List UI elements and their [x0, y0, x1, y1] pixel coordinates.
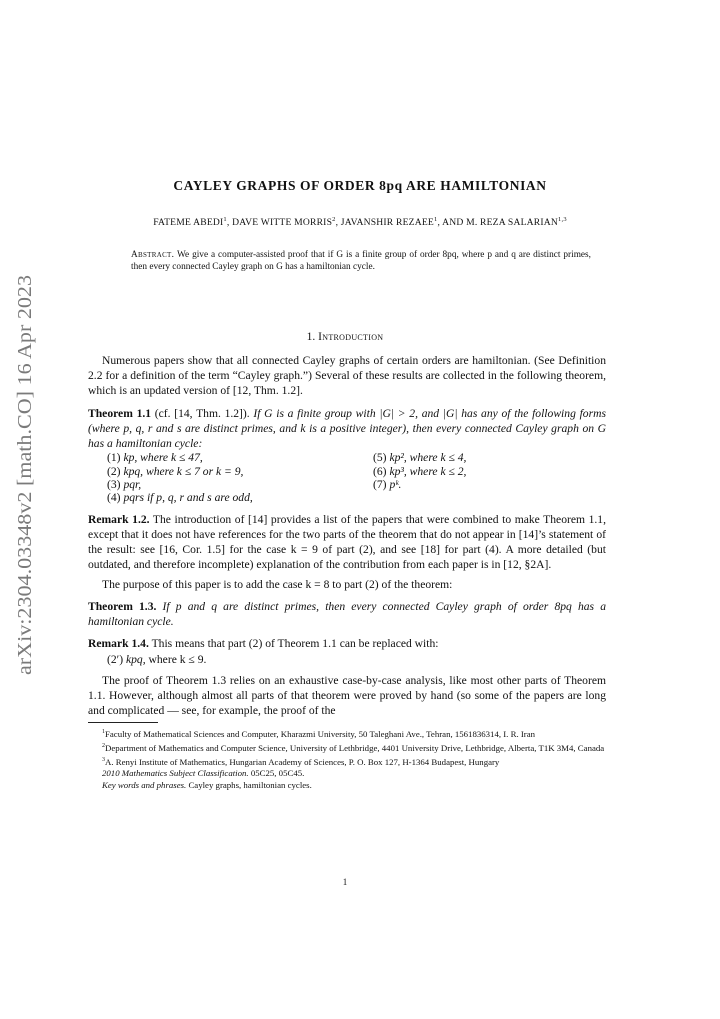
- theorem-cases: [107, 451, 607, 491]
- arxiv-stamp-text: arXiv:2304.03348v2 [math.CO] 16 Apr 2023: [14, 312, 36, 675]
- author-name: DAVE WITTE MORRIS: [232, 217, 333, 229]
- author-name: JAVANSHIR REZAEE: [340, 217, 434, 229]
- theorem-1-3: [88, 599, 606, 629]
- keywords: Key words and phrases. Cayley graphs, hamiltonian cycles.: [102, 780, 312, 791]
- list-item: (4) pqrs if p, q, r and s are odd,: [107, 491, 253, 505]
- list-item: (6) kp³, where k ≤ 2,: [373, 464, 467, 478]
- footnote: $^3$A. Renyi Institute of Mathematics, Hungarian Academy of Sciences, P. O. Box 127, H-1364 Budapest, Hungary: [102, 756, 500, 767]
- remark-label: Remark 1.2.: [88, 512, 150, 526]
- list-item: (3) pqr,: [107, 478, 142, 492]
- abstract-text: We give a computer-assisted proof that if G is a finite group of order 8pq, where p and q are distinct primes, then every connected Cayley graph on G has a hamiltonian cycle.: [131, 250, 591, 272]
- section-number: 1.: [306, 331, 316, 343]
- author-affiliation-mark: 1: [223, 216, 227, 223]
- proof-paragraph: The proof of Theorem 1.3 relies on an exhaustive case-by-case analysis, like most other parts of Theorem 1.1. However, although almost all parts of that theorem were proved by hand (so some of the papers are long and complicated — see, for example, the proof of the: [88, 673, 606, 718]
- main-text: [88, 353, 606, 792]
- abstract-label: Abstract.: [131, 250, 175, 260]
- remark-label: Remark 1.4.: [88, 637, 149, 651]
- list-item: (7) pᵏ.: [373, 478, 402, 492]
- theorem-label: Theorem 1.1: [88, 406, 152, 420]
- author-list: FATEME ABEDI$^1$, DAVE WITTE MORRIS$^2$, JAVANSHIR REZAEE$^1$, AND M. REZA SALARIAN$^{1,3}$: [153, 216, 567, 229]
- theorem-statement: If G is a finite group with |G| > 2, and |G| has any of the following forms (where p, q, r and s are distinct primes, and k is a positive integer), then every connected Cayley graph on G has a hamiltonian cycle:: [88, 406, 606, 451]
- abstract: [131, 249, 591, 273]
- footnote: $^1$Faculty of Mathematical Sciences and Computer, Kharazmi University, 50 Taleghani Ave., Tehran, 1561836314, I. R. Iran: [102, 729, 536, 740]
- paper-title: CAYLEY GRAPHS OF ORDER 8pq ARE HAMILTONIAN: [173, 178, 547, 193]
- list-item: (5) kp², where k ≤ 4,: [373, 451, 467, 465]
- list-item: (2) kpq, where k ≤ 7 or k = 9,: [107, 464, 244, 478]
- section-title: Introduction: [318, 331, 384, 343]
- footnote-rule: [88, 722, 158, 723]
- theorem-label: Theorem 1.3.: [88, 599, 157, 613]
- purpose-paragraph: The purpose of this paper is to add the case k = 8 to part (2) of the theorem:: [102, 577, 453, 591]
- author-affiliation-mark: 2: [332, 216, 336, 223]
- author-name: FATEME ABEDI: [153, 217, 224, 229]
- section-heading: [0, 331, 690, 343]
- remark-1-2: [88, 512, 606, 573]
- author-affiliation-mark: 1,3: [558, 216, 567, 223]
- msc-classification: 2010 Mathematics Subject Classification. 05C25, 05C45.: [102, 768, 305, 779]
- author-name: AND M. REZA SALARIAN: [442, 217, 559, 229]
- remark-1-4: [88, 636, 606, 651]
- remark-text: The introduction of [14] provides a list of the papers that were combined to make Theorem 1.1, except that it does not have references for the two parts of the theorem that do not appear in [14]’s statement of the result: see [16, Cor. 1.5] for the case k = 9 of part (2), and see [18] for part (4). A more detailed (but outdated, and therefore incomplete) explanation of the contribution from each paper is in [12, §2A].: [88, 512, 606, 572]
- theorem-1-1: [88, 406, 606, 452]
- footnote: $^2$Department of Mathematics and Computer Science, University of Lethbridge, 4401 University Drive, Lethbridge, Alberta, T1K 3M4, Canada: [102, 742, 605, 753]
- author-affiliation-mark: 1: [433, 216, 438, 223]
- theorem-statement: If p and q are distinct primes, then every connected Cayley graph of order 8pq has a hamiltonian cycle.: [88, 599, 607, 629]
- page-number: 1: [342, 877, 348, 887]
- remark-text: This means that part (2) of Theorem 1.1 can be replaced with:: [151, 637, 439, 651]
- list-item: (1) kp, where k ≤ 47,: [107, 451, 203, 465]
- footnotes: [88, 727, 606, 792]
- theorem-citation: (cf. [14, Thm. 1.2]).: [154, 406, 250, 420]
- intro-paragraph: Numerous papers show that all connected Cayley graphs of certain orders are hamiltonian. (See Definition 2.2 for a definition of the term “Cayley graph.”) Several of these results are collected in the following theorem, which is an updated version of [12, Thm. 1.2].: [88, 354, 606, 398]
- list-item: (2′) kpq, where k ≤ 9.: [107, 653, 207, 667]
